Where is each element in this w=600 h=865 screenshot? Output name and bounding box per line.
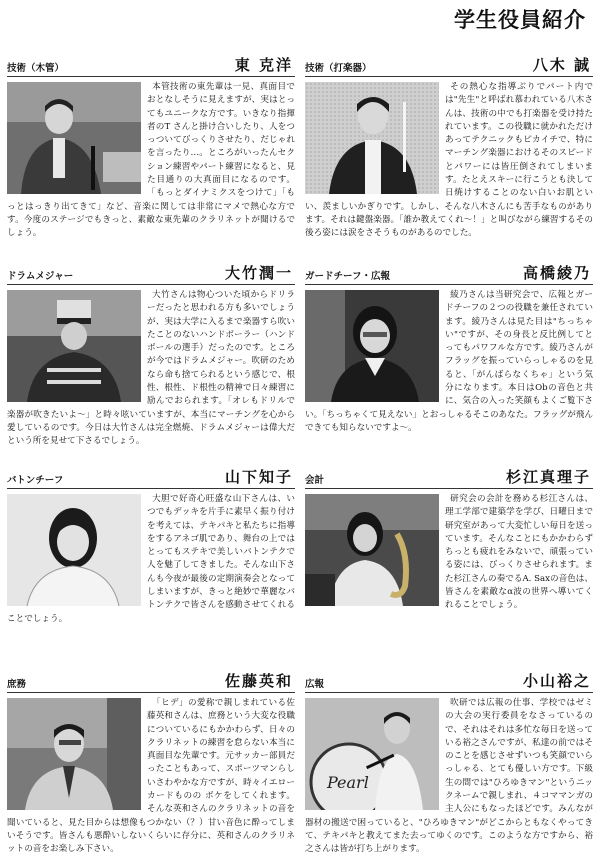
profile-name: 八木 誠	[532, 56, 591, 74]
profile-card	[305, 262, 593, 473]
profile-name: 杉江真理子	[505, 468, 591, 486]
profile-photo	[305, 82, 439, 194]
profile-photo	[305, 290, 439, 402]
profile-role: 庶務	[7, 679, 27, 690]
profile-card	[305, 466, 593, 677]
profile-role: ガードチーフ・広報	[305, 271, 391, 282]
profile-photo	[305, 494, 439, 606]
profile-name: 大竹潤一	[224, 264, 293, 282]
profile-name: 東 克洋	[234, 56, 293, 74]
profile-card	[305, 670, 593, 865]
profile-header	[7, 54, 295, 77]
profile-photo	[7, 82, 141, 194]
profile-header	[7, 670, 295, 693]
profile-name: 佐藤英和	[224, 672, 293, 690]
profile-card	[305, 54, 593, 265]
profile-card	[7, 466, 295, 677]
profile-text: 本管技術の東先輩は一見、真面目でおとなしそうに見えますが、実はとってもユニークな方です。いきなり指揮者のT さんと掛け合いしたり、人をつっついてびっくりさせたり、だじゃれを言ったり…。ところがいったんセクション練習やパート練習になると、見た目通りの大真面目になるのです。「もっとダイナミクスをつけて」「もっとはっきり出てきて」など、音楽に関しては非常にマメで熱心な方です。今度のステージでもきっと、素敵な東先輩のクラリネットが聞けるでしょう。	[7, 82, 295, 239]
profile-header	[305, 670, 593, 693]
profile-photo	[7, 290, 141, 402]
profile-header	[305, 262, 593, 285]
profile-name: 山下知子	[224, 468, 293, 486]
profile-text: 綾乃さんは当研究会で、広報とガードチーフの２つの役職を兼任されています。綾乃さんは見た目は"ちっちゃい"ですが、その身長と反比例してとってもパワフルな方です。綾乃さんがフラッグを振っていらっしゃるのを見ると、「がんばらなくちゃ」という気分になります。本日はObの音色と共に、気合の入った笑顔もよくご覧下さい。「ちっちゃくて見えない」とおっしゃるそこのあなた。フラッグが飛んできても知らないですよ〜。	[305, 290, 593, 433]
profile-photo	[7, 494, 141, 606]
profile-text: 大竹さんは物心ついた頃からドリラーだったと思われる方も多いでしょうが、実は大学に入るまで楽器すら吹いたことのないハンドボーラー（ハンドボールの選手）だったのです。ところが今ではドラムメジャー。吹研のためなら命も捨てられるという感じで、根性、根性、ド根性の精神で日々練習に励んでおられます。「オレもドリルで楽器が吹きたいよ〜」と時々呟いていますが、本当にマーチングを心から愛しているのです。今日は大竹さんは完全燃焼、ドラムメジャーは偉大だという所を見せて下さるでしょう。	[7, 290, 295, 447]
profile-role: バトンチーフ	[7, 475, 64, 486]
svg-text:Pearl: Pearl	[327, 773, 369, 792]
profile-name: 小山裕之	[522, 672, 591, 690]
profile-card	[7, 670, 295, 865]
profile-name: 高橋綾乃	[522, 264, 591, 282]
profile-role: 技術（木管）	[7, 63, 65, 74]
profile-role: 技術（打楽器）	[305, 63, 372, 74]
profile-text: 研究会の会計を務める杉江さんは、理工学部で建築学を学び、日曜日まで研究室があって大変忙しい毎日を送っています。そんなことにもかかわらずちっとも疲れをみないで、頑張っている姿には、びっくりさせられます。また杉江さんの奏でるA. Saxの音色は、皆さんを素敵なα波の世界へ導いてくれることでしょう。	[445, 494, 593, 611]
profile-header	[7, 466, 295, 489]
profile-photo	[7, 698, 141, 810]
profile-role: 会計	[305, 475, 325, 486]
profile-header	[305, 466, 593, 489]
profile-role: 広報	[305, 679, 325, 690]
page-title: 学生役員紹介	[454, 8, 586, 32]
profile-card	[7, 262, 295, 473]
profile-text: その熱心な指導ぶりでパート内では"先生"と呼ばれ慕われている八木さんは、技術の中でも打楽器を受け持たれています。この役職に就かれただけあってテクニックもピカイチで、特にマーチング楽器におけるそのスピードとパワーには皆圧倒されてしまいます。たとえスキーに行こうとも決して日焼けすることのない白いお肌といい、羨ましいかぎりです。しかし、そんな八木さんにも苦手なものがあります。それは鍵盤楽器。「誰か教えてくれ〜！」と叫びながら練習するその後ろ姿には涙をさそうものがあるのでした。	[305, 82, 593, 239]
profile-header	[7, 262, 295, 285]
profile-role: ドラムメジャー	[7, 271, 74, 282]
profile-card	[7, 54, 295, 265]
profile-text: 大胆で好奇心旺盛な山下さんは、いつでもデッキを片手に素早く振り付けを考えては、テキパキと私たちに指導をするアネゴ肌であり、舞台の上ではとってもステキで美しいバトンテクで人を魅了してきました。そんな山下さんも今夜が最後の定期演奏会となってしまいますが、きっと絶妙で華麗なバトンテクで皆さんを感動させてくれることでしょう。	[7, 494, 295, 624]
profile-text: 「ヒデ」の愛称で親しまれている佐藤英和さんは、庶務という大変な役職についているにもかかわらず、日々のクラリネットの練習を怠らない本当に真面目な先輩です。元サッカー部員だったこともあって、スポーツマンらしいさわやかな方ですが、時々イエローカードものの ボケをしてくれます。そんな英和さんのクラリネットの音を聞いていると、見た目からは想像もつかない（？）甘い音色に酔ってしまいそうです。皆さんも悪酔いしないくらいに存分に、英和さんのクラリネットの音をお楽しみ下さい。	[7, 698, 295, 855]
profile-header	[305, 54, 593, 77]
profile-photo	[305, 698, 439, 810]
profile-text: 吹研では広報の仕事、学校ではゼミの大会の実行委員をなさっているので、それはそれは多忙な毎日を送っている裕之さんですが、私達の前ではそのことを感じさせずいつも笑顔でいらっしゃる、とても優しい方です。下級生の間では"ひろゆきマン"というニックネームで親しまれ、４コママンガの主人公にもなったほどです。みんなが器材の搬送で困っていると、"ひろゆきマン"がどこからともなくやってきて、テキパキと教えてまた去ってゆくのです。このような方ですから、裕之さんは皆が打ち上がります。	[305, 698, 593, 855]
